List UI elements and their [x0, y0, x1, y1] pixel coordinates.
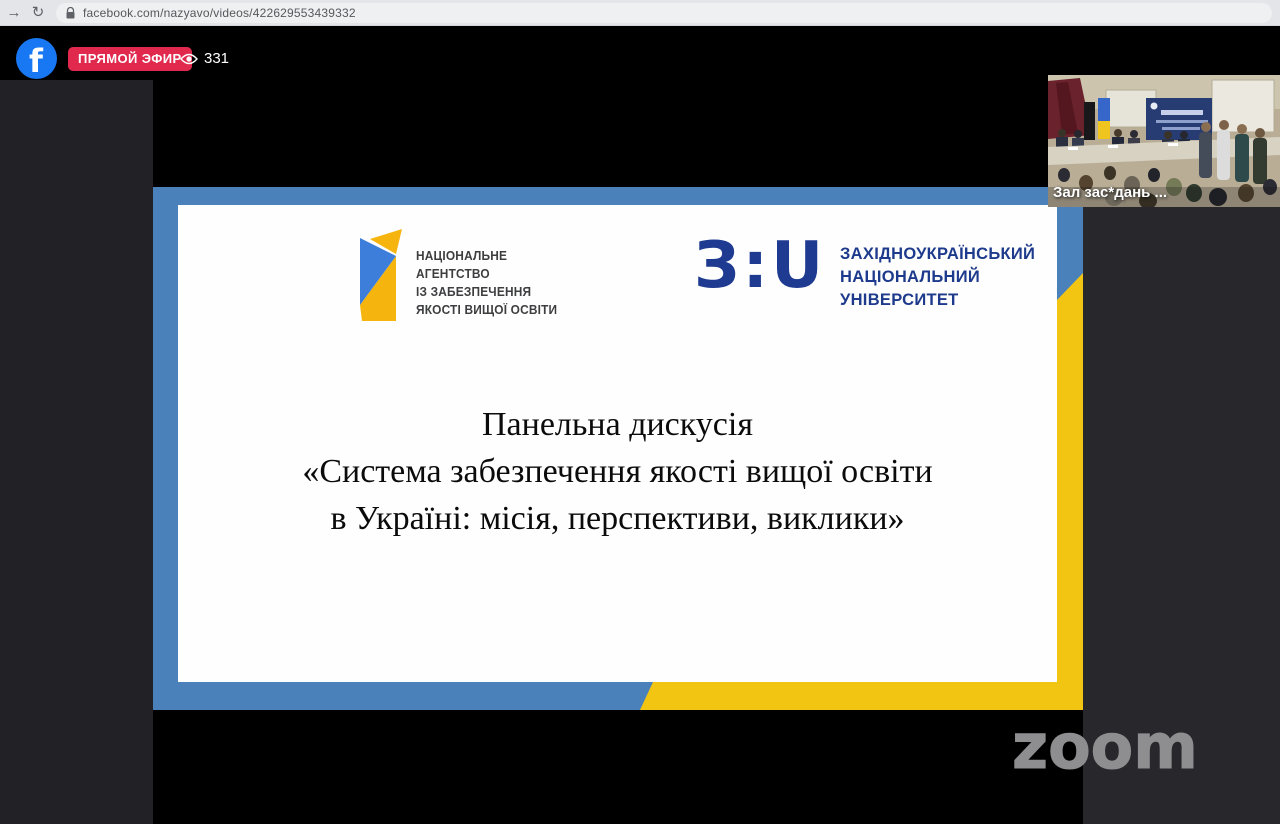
- agency-name-line: ЯКОСТІ ВИЩОЇ ОСВІТИ: [416, 303, 558, 317]
- address-bar[interactable]: [56, 3, 1272, 23]
- url-text: facebook.com/nazyavo/videos/422629553439332: [83, 5, 356, 20]
- reload-icon[interactable]: ↻: [31, 3, 45, 21]
- agency-logo-icon: [350, 225, 406, 327]
- facebook-f-glyph: f: [29, 42, 43, 79]
- university-name: [840, 243, 1035, 312]
- pip-video-thumbnail[interactable]: [1048, 75, 1280, 207]
- slide-title-line: в Україні: місія, перспективи, виклики»: [330, 500, 905, 537]
- slide-title-line: Панельна дискусія: [482, 406, 753, 443]
- university-logo-block: [694, 227, 1035, 312]
- agency-name: [416, 247, 557, 327]
- slide-logos-row: [178, 205, 1057, 345]
- live-badge: ПРЯМОЙ ЭФИР: [68, 47, 192, 71]
- university-name-line: НАЦІОНАЛЬНИЙ: [840, 268, 981, 286]
- agency-name-line: НАЦІОНАЛЬНЕ: [416, 249, 508, 263]
- facebook-header: [0, 26, 1280, 80]
- zoom-watermark: zoom: [1012, 710, 1198, 783]
- browser-toolbar: [0, 0, 1280, 26]
- slide-title: [178, 401, 1057, 542]
- lock-icon: [66, 7, 75, 19]
- agency-logo-block: [350, 225, 565, 327]
- presentation-slide: [153, 187, 1083, 710]
- viewer-count: [180, 50, 229, 67]
- viewer-count-value: 331: [204, 50, 230, 67]
- university-logo-icon: З:U: [694, 229, 827, 303]
- slide-title-line: «Система забезпечення якості вищої освіти: [302, 453, 933, 490]
- slide-content: [178, 205, 1057, 682]
- facebook-logo-icon[interactable]: [16, 38, 57, 79]
- agency-name-line: ІЗ ЗАБЕЗПЕЧЕННЯ: [416, 285, 532, 299]
- university-name-line: УНІВЕРСИТЕТ: [840, 291, 959, 309]
- eye-icon: [180, 52, 198, 66]
- university-name-line: ЗАХІДНОУКРАЇНСЬКИЙ: [840, 245, 1036, 263]
- video-player[interactable]: [153, 80, 1083, 824]
- pip-label: Зал зас*дань ...: [1053, 184, 1168, 201]
- page-gutter-left: [0, 80, 153, 824]
- agency-name-line: АГЕНТСТВО: [416, 267, 490, 281]
- forward-icon[interactable]: →: [6, 3, 22, 21]
